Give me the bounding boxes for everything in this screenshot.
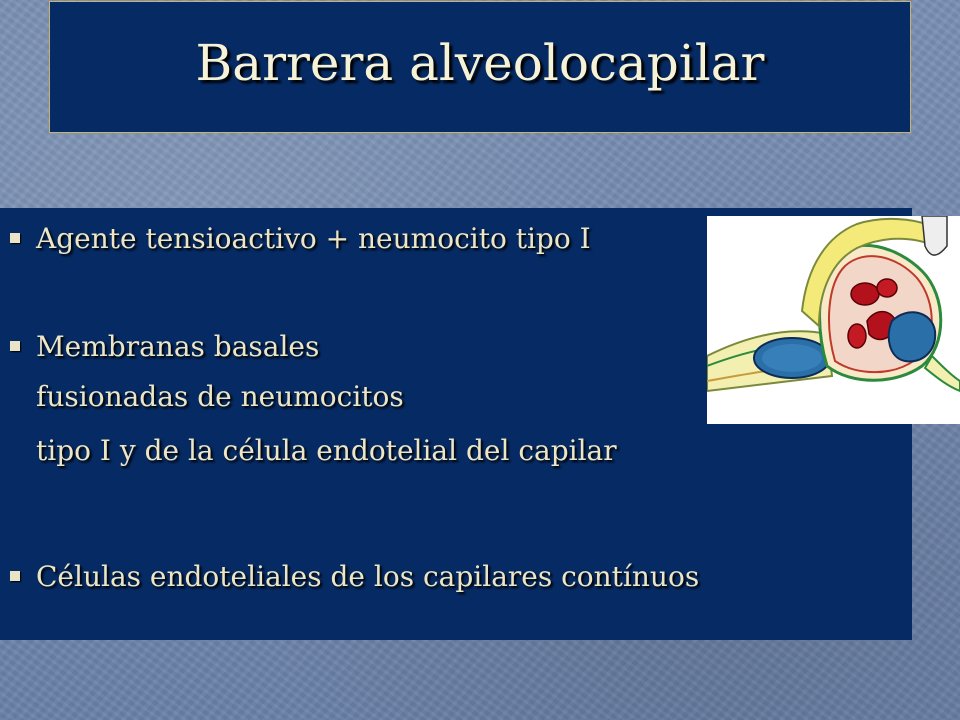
bullet-continuation: fusionadas de neumocitos [36, 380, 404, 413]
bullet-square-icon [10, 341, 20, 351]
bullet-item-3 [10, 560, 699, 593]
bullet-continuation: tipo I y de la célula endotelial del capilar [36, 434, 617, 467]
slide-title: Barrera alveolocapilar [195, 34, 765, 92]
bullet-text: Membranas basales [36, 330, 320, 363]
bullet-text: Células endoteliales de los capilares contínuos [36, 560, 700, 593]
bullet-square-icon [10, 233, 20, 243]
alveolar-capillary-diagram-icon [707, 216, 960, 424]
bullet-item-1 [10, 222, 591, 255]
title-box [49, 1, 911, 133]
bullet-item-2 [10, 330, 319, 363]
bullet-square-icon [10, 571, 20, 581]
bullet-text: Agente tensioactivo + neumocito tipo I [36, 222, 591, 255]
